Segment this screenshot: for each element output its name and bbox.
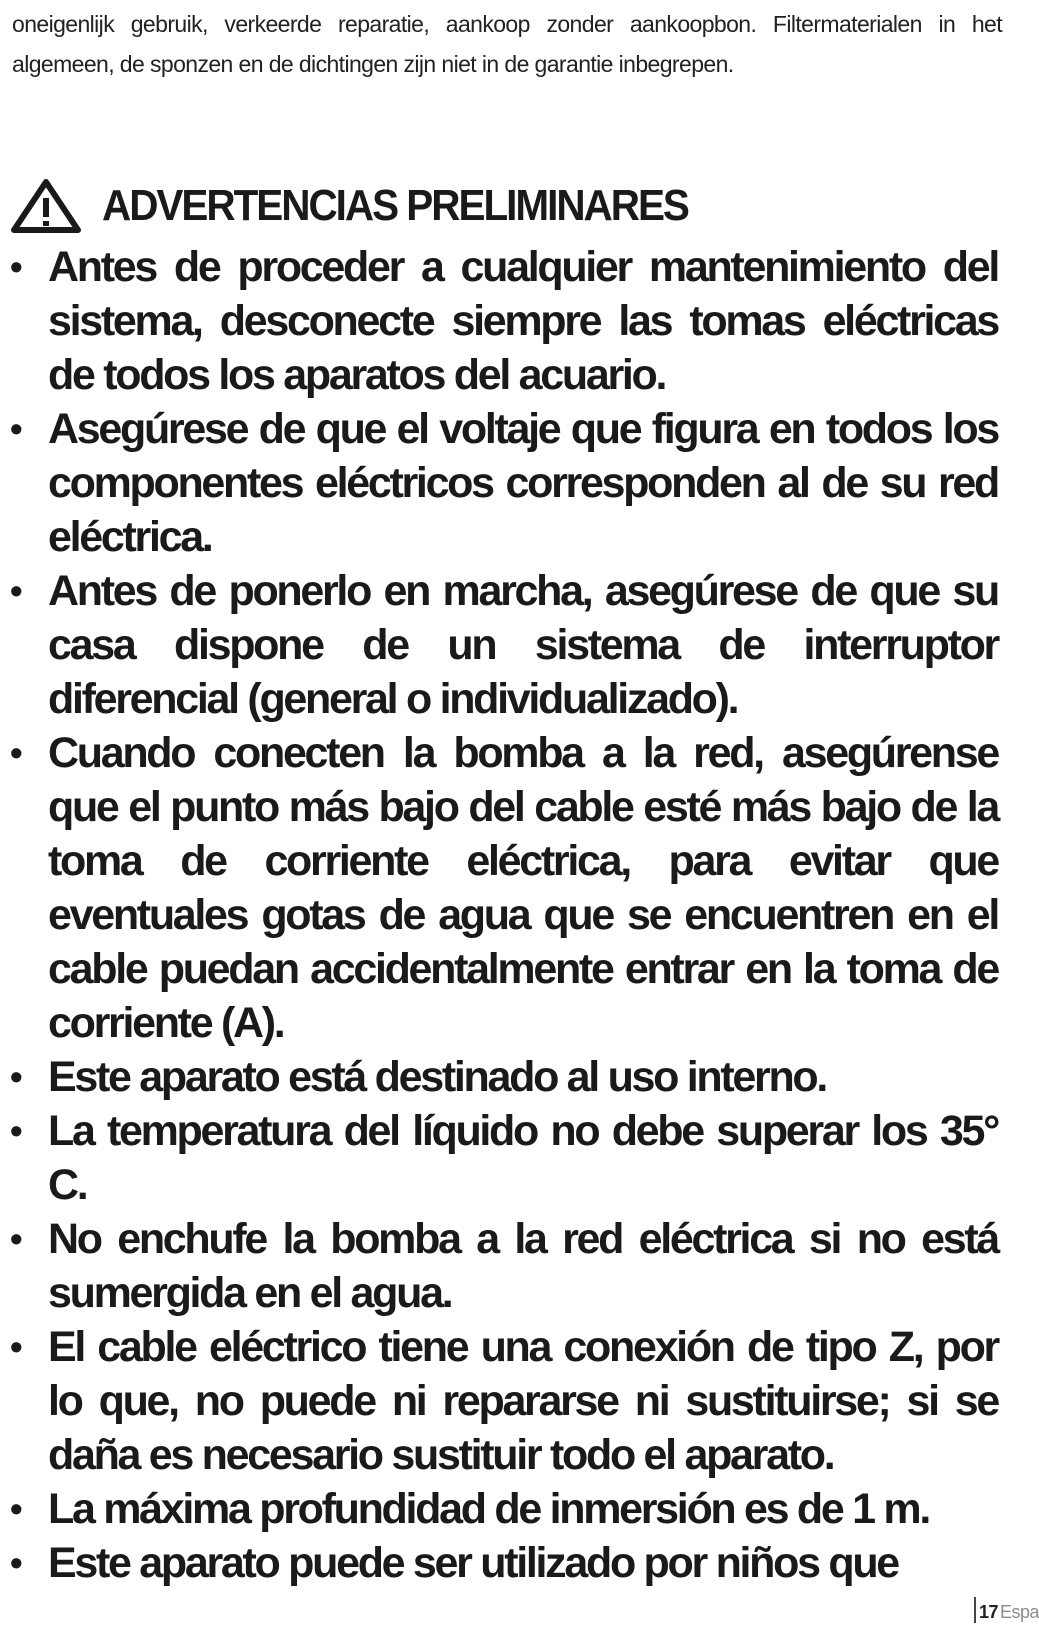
list-item-text: Cuando conecten la bomba a la red, asegúrense que el punto más bajo del cable esté más bajo de la toma de corriente eléctrica, para evitar que eventuales gotas de agua que se encuentren en el cable puedan accidentalmente entrar en la toma de corriente (A). — [48, 729, 998, 1047]
list-item — [8, 1050, 998, 1104]
list-item-text: Antes de ponerlo en marcha, asegúrese de que su casa dispone de un sistema de interruptor diferencial (general o individualizado). — [48, 567, 998, 723]
list-item — [8, 1536, 998, 1590]
warning-triangle-icon — [10, 178, 82, 234]
bullet-icon: • — [10, 1542, 21, 1583]
list-item-text: Antes de proceder a cualquier mantenimiento del sistema, desconecte siempre las tomas eléctricas de todos los aparatos del acuario. — [48, 243, 998, 399]
intro-line-2: algemeen, de sponzen en de dichtingen zijn niet in de garantie inbegrepen. — [12, 51, 734, 77]
list-item — [8, 1482, 998, 1536]
list-item-text: Este aparato puede ser utilizado por niños que — [48, 1539, 898, 1587]
section-heading — [10, 178, 739, 234]
intro-line-1: oneigenlijk gebruik, verkeerde reparatie, aankoop zonder aankoopbon. Filtermaterialen in het — [12, 11, 1002, 37]
list-item-text: Este aparato está destinado al uso interno. — [48, 1053, 827, 1101]
bullet-icon: • — [10, 1488, 21, 1529]
list-item-text: La máxima profundidad de inmersión es de 1 m. — [48, 1485, 929, 1533]
bullet-icon: • — [10, 1326, 21, 1367]
bullet-icon: • — [10, 1218, 21, 1259]
list-item-text: La temperatura del líquido no debe superar los 35° C. — [48, 1107, 998, 1209]
warnings-list — [8, 240, 998, 1590]
bullet-icon: • — [10, 570, 21, 611]
list-item — [8, 240, 998, 402]
list-item — [8, 1104, 998, 1212]
list-item-text: No enchufe la bomba a la red eléctrica si no está sumergida en el agua. — [48, 1215, 998, 1317]
page-number: 17 — [978, 1602, 998, 1622]
page-footer — [974, 1597, 1039, 1623]
bullet-icon: • — [10, 1110, 21, 1151]
footer-divider — [974, 1597, 976, 1623]
bullet-icon: • — [10, 246, 21, 287]
bullet-icon: • — [10, 732, 21, 773]
list-item — [8, 564, 998, 726]
page-language-label: Espa — [999, 1602, 1039, 1622]
list-item — [8, 726, 998, 1050]
bullet-icon: • — [10, 408, 21, 449]
list-item — [8, 1212, 998, 1320]
section-title: ADVERTENCIAS PRELIMINARES — [102, 181, 688, 230]
intro-text — [12, 4, 1002, 84]
bullet-icon: • — [10, 1056, 21, 1097]
list-item-text: El cable eléctrico tiene una conexión de tipo Z, por lo que, no puede ni repararse ni sustituirse; si se daña es necesario sustituir todo el aparato. — [48, 1323, 998, 1479]
list-item — [8, 402, 998, 564]
list-item — [8, 1320, 998, 1482]
list-item-text: Asegúrese de que el voltaje que figura en todos los componentes eléctricos corresponden al de su red eléctrica. — [48, 405, 998, 561]
